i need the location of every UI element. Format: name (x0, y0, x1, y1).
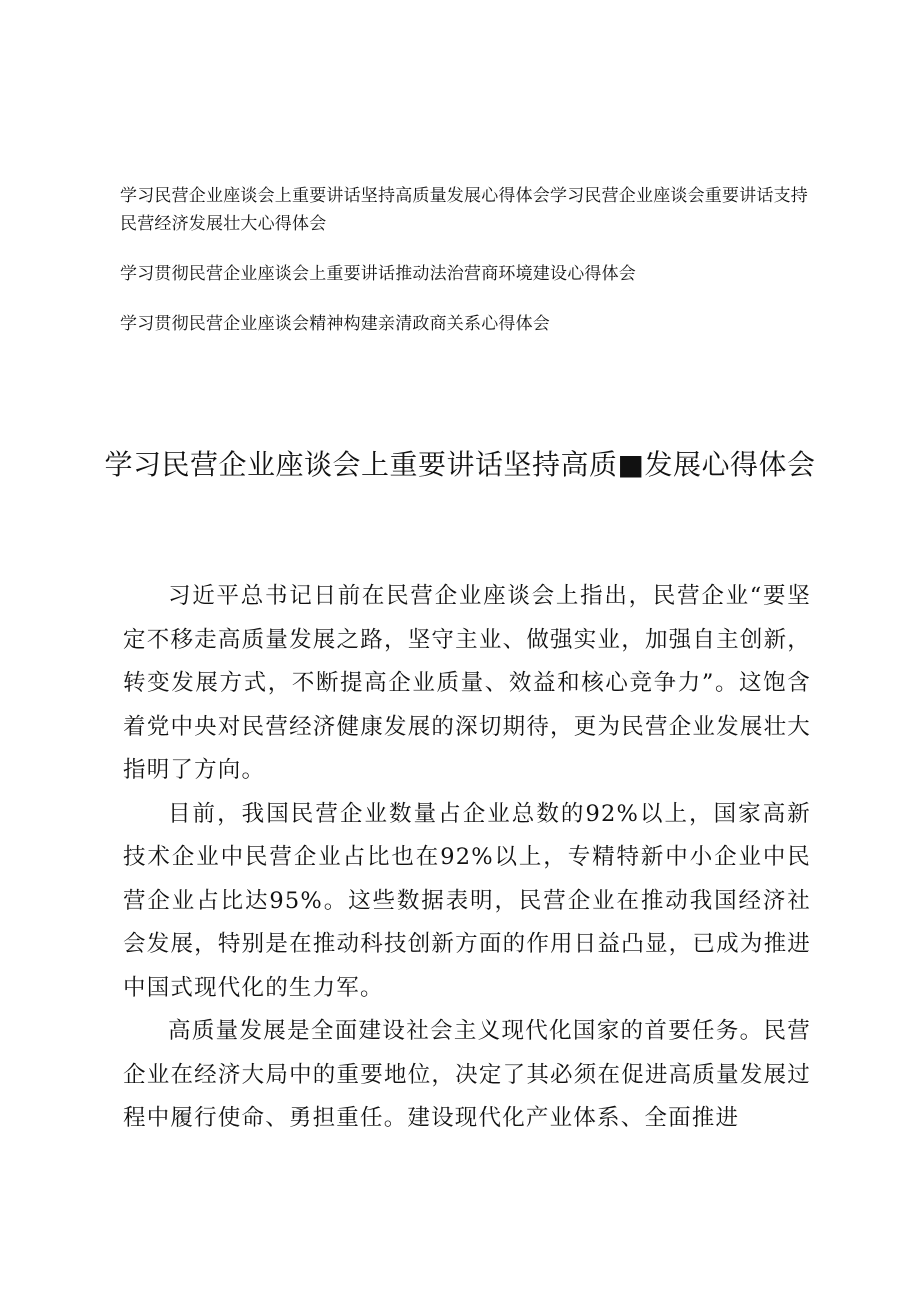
document-title: 学习民营企业座谈会上重要讲话坚持高质■发展心得体会 (104, 448, 816, 481)
paragraph-3: 高质量发展是全面建设社会主义现代化国家的首要任务。民营企业在经济大局中的重要地位，决定了其必须在促进高质量发展过程中履行使命、勇担重任。建设现代化产业体系、全面推进 (123, 1018, 811, 1131)
table-of-contents (120, 182, 820, 360)
toc-item-3: 学习贯彻民营企业座谈会精神构建亲清政商关系心得体会 (120, 314, 550, 334)
toc-item-2: 学习贯彻民营企业座谈会上重要讲话推动法治营商环境建设心得体会 (120, 264, 636, 284)
document-body (123, 575, 811, 1141)
paragraph-1: 习近平总书记日前在民营企业座谈会上指出，民营企业“要坚定不移走高质量发展之路，坚守主业、做强实业，加强自主创新，转变发展方式，不断提高企业质量、效益和核心竞争力”。这饱含着党中央对民营经济健康发展的深切期待，更为民营企业发展壮大指明了方向。 (123, 583, 811, 783)
paragraph-2: 目前，我国民营企业数量占企业总数的92%以上，国家高新技术企业中民营企业占比也在92%以上，专精特新中小企业中民营企业占比达95%。这些数据表明，民营企业在推动我国经济社会发展，特别是在推动科技创新方面的作用日益凸显，已成为推进中国式现代化的生力军。 (123, 800, 811, 1001)
toc-item-1: 学习民营企业座谈会上重要讲话坚持高质量发展心得体会学习民营企业座谈会重要讲话支持民营经济发展壮大心得体会 (120, 186, 808, 234)
